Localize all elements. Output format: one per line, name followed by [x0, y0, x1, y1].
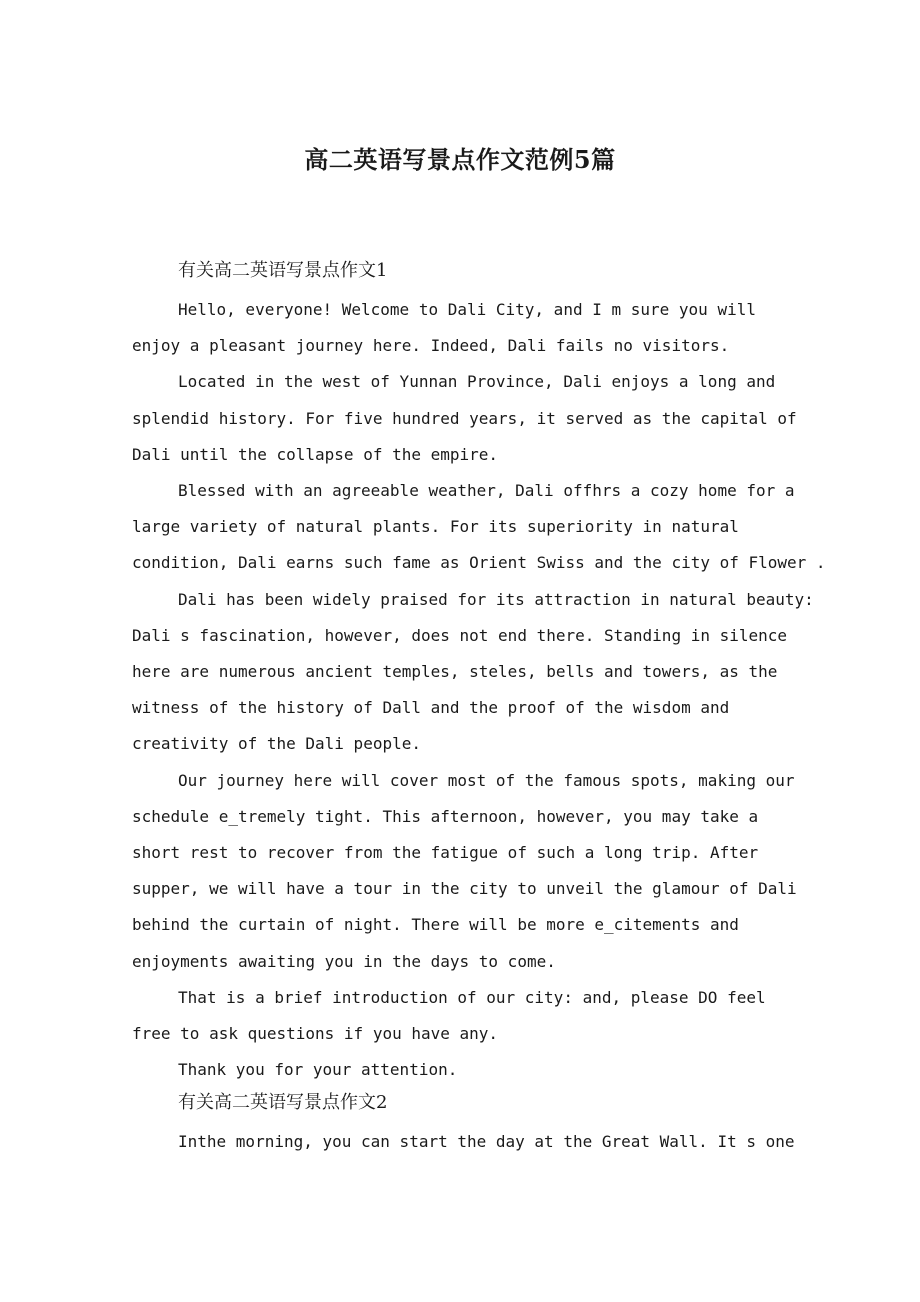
text-line: supper, we will have a tour in the city to unveil the glamour of Dali — [132, 879, 797, 899]
paragraph — [132, 292, 804, 364]
paragraph — [132, 1124, 804, 1160]
text-line: Dali until the collapse of the empire. — [132, 444, 499, 464]
text-line: Dali has been widely praised for its attraction in natural beauty: — [178, 589, 814, 609]
text-line: Blessed with an agreeable weather, Dali offhrs a cozy home for a — [178, 481, 795, 501]
paragraph — [132, 763, 804, 980]
paragraph — [132, 980, 804, 1052]
text-line: free to ask questions if you have any. — [132, 1024, 499, 1044]
text-line: Located in the west of Yunnan Province, Dali enjoys a long and — [178, 372, 776, 392]
text-line: That is a brief introduction of our city: and, please DO feel — [178, 987, 766, 1007]
text-line: short rest to recover from the fatigue of such a long trip. After — [132, 843, 759, 863]
page-title: 高二英语写景点作文范例5篇 — [304, 145, 616, 174]
text-line: schedule e_tremely tight. This afternoon, however, you may take a — [132, 806, 759, 826]
paragraph — [132, 473, 826, 582]
paragraph — [132, 582, 814, 763]
text-line: Our journey here will cover most of the famous spots, making our — [178, 770, 795, 790]
paragraph — [132, 364, 804, 473]
text-line: here are numerous ancient temples, steles, bells and towers, as the — [132, 662, 778, 682]
text-line: witness of the history of Dall and the proof of the wisdom and — [132, 698, 730, 718]
text-line: large variety of natural plants. For its superiority in natural — [132, 517, 739, 537]
text-line: Dali s fascination, however, does not end there. Standing in silence — [132, 625, 788, 645]
document-body — [132, 256, 826, 1161]
section-heading: 有关高二英语写景点作文2 — [178, 1092, 388, 1114]
text-line: behind the curtain of night. There will be more e_citements and — [132, 915, 739, 935]
text-line: enjoyments awaiting you in the days to come. — [132, 951, 556, 971]
text-line: splendid history. For five hundred years, it served as the capital of — [132, 408, 797, 428]
section-heading: 有关高二英语写景点作文1 — [178, 260, 388, 281]
text-line: creativity of the Dali people. — [132, 734, 421, 754]
paragraph — [132, 1052, 804, 1088]
text-line: Inthe morning, you can start the day at the Great Wall. It s one — [178, 1132, 795, 1152]
text-line: condition, Dali earns such fame as Orient Swiss and the city of Flower . — [132, 553, 826, 573]
text-line: enjoy a pleasant journey here. Indeed, Dali fails no visitors. — [132, 336, 730, 356]
text-line: Thank you for your attention. — [178, 1060, 458, 1080]
text-line: Hello, everyone! Welcome to Dali City, and I m sure you will — [178, 300, 756, 319]
